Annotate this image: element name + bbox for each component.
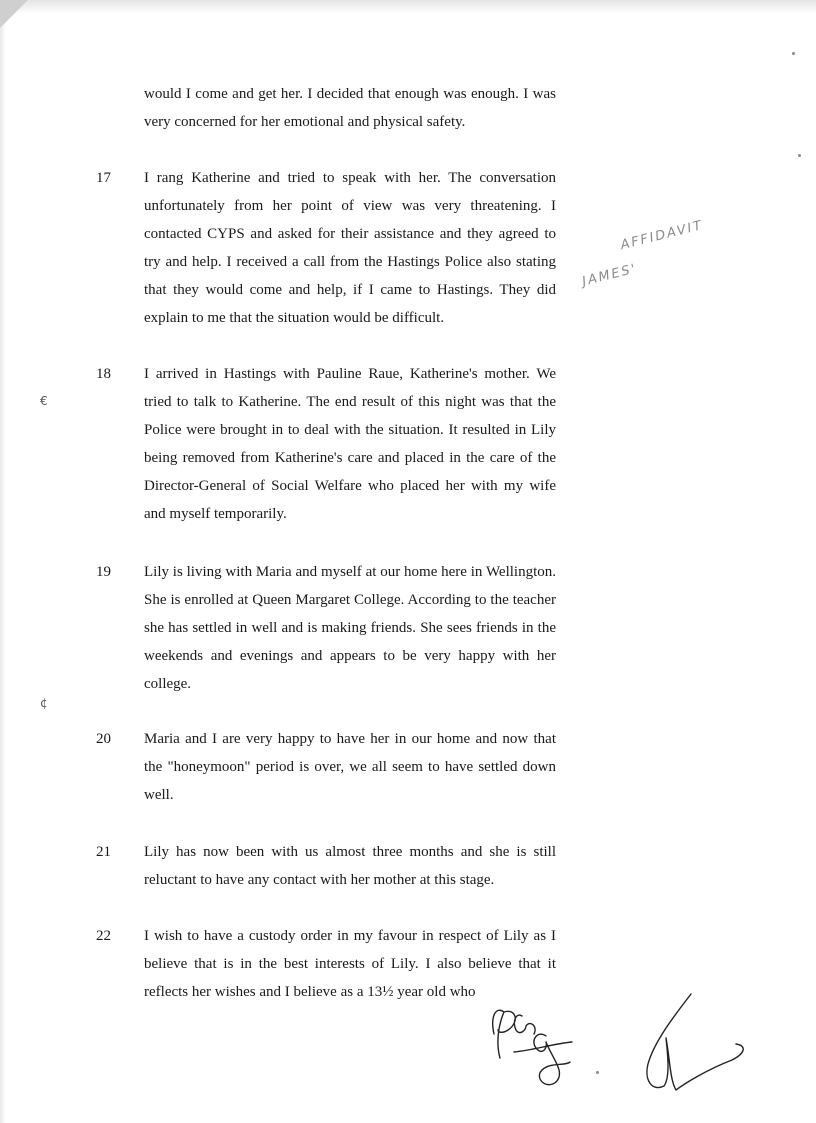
paragraph-number: 18: [96, 366, 111, 382]
initials-mark: [493, 1010, 570, 1084]
paragraph-text: Lily has now been with us almost three months and she is still reluctant to have any contact with her mother at this stage.: [144, 844, 556, 888]
scan-edge-top: [0, 0, 816, 14]
paragraph-text: Lily is living with Maria and myself at our home here in Wellington. She is enrolled at Queen Margaret College. According to the teacher she has settled in well and is making friends. She sees friends in the weekends and evenings and appears to be very happy with her college.: [144, 564, 556, 692]
scan-edge-left: [0, 0, 6, 1123]
paragraph-number: 21: [96, 844, 111, 860]
scan-speck: [792, 52, 795, 55]
paragraph-number: 17: [96, 170, 111, 186]
paragraph-number: 19: [96, 564, 111, 580]
folded-corner: [0, 0, 28, 28]
paragraph-text: I arrived in Hastings with Pauline Raue, Katherine's mother. We tried to talk to Katherine. The end result of this night was that the Police were brought in to deal with the situation. It resulted in Lily being removed from Katherine's care and placed in the care of the Director-General of Social Welfare who placed her with my wife and myself temporarily.: [144, 366, 556, 522]
scan-speck: [798, 154, 801, 157]
paragraph-text: I rang Katherine and tried to speak with her. The conversation unfortunately from her point of view was very threatening. I contacted CYPS and asked for their assistance and they agreed to try and help. I received a call from the Hastings Police also stating that they would come and help, if I came to Hastings. They did explain to me that the situation would be difficult.: [144, 170, 556, 326]
paragraph-text: Maria and I are very happy to have her in our home and now that the "honeymoon" period is over, we all seem to have settled down well.: [144, 731, 556, 803]
margin-mark: ¢: [40, 696, 48, 710]
margin-note-line-1: JAMES': [580, 261, 639, 290]
paragraph-number: 22: [96, 928, 111, 944]
margin-mark: €: [40, 394, 48, 408]
paragraph-text: would I come and get her. I decided that enough was enough. I was very concerned for her emotional and physical safety.: [144, 86, 556, 130]
handwritten-margin-note: [572, 199, 753, 304]
paragraph-number: 20: [96, 731, 111, 747]
paragraph-text: I wish to have a custody order in my favour in respect of Lily as I believe that is in the best interests of Lily. I also believe that it reflects her wishes and I believe as a 13½ year old who: [144, 928, 556, 1000]
signature-block: [486, 986, 776, 1096]
margin-note-line-2: AFFIDAVIT: [619, 218, 705, 254]
signature-mark: [647, 994, 743, 1090]
